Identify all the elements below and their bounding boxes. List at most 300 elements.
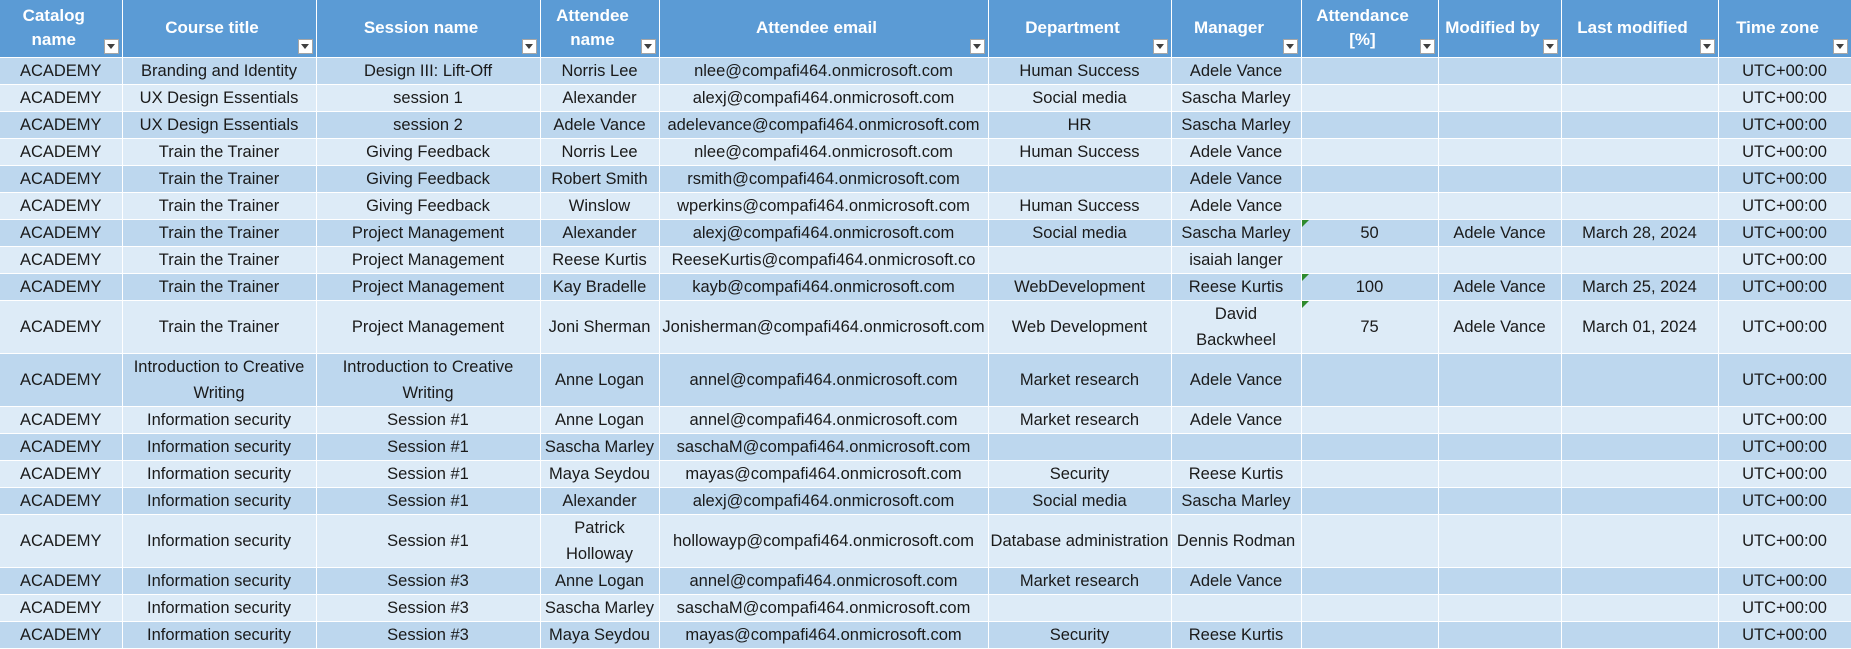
cell-time-zone-text: UTC+00:00 xyxy=(1742,62,1827,80)
cell-catalog-name[interactable] xyxy=(0,461,122,488)
cell-session-name[interactable] xyxy=(316,301,540,354)
cell-course-title[interactable] xyxy=(122,112,316,139)
cell-attendee-email[interactable] xyxy=(659,247,988,274)
cell-time-zone[interactable] xyxy=(1718,58,1851,85)
cell-catalog-name-text: ACADEMY xyxy=(19,626,102,644)
cell-course-title-text: Train the Trainer xyxy=(158,278,280,296)
cell-attendee-email[interactable] xyxy=(659,58,988,85)
cell-department-text: Security xyxy=(1049,465,1110,483)
cell-course-title[interactable] xyxy=(122,247,316,274)
cell-department[interactable] xyxy=(988,407,1171,434)
cell-last-modified[interactable] xyxy=(1561,301,1718,354)
cell-course-title[interactable] xyxy=(122,488,316,515)
table-row xyxy=(0,568,1851,595)
cell-manager-text: Adele Vance xyxy=(1189,62,1283,80)
cell-manager[interactable] xyxy=(1171,274,1301,301)
cell-session-name-text: Session #1 xyxy=(387,492,469,510)
cell-department[interactable] xyxy=(988,595,1171,622)
cell-course-title[interactable] xyxy=(122,515,316,568)
cell-course-title-text: Information security xyxy=(147,465,291,483)
cell-session-name[interactable] xyxy=(316,193,540,220)
cell-course-title-text: Train the Trainer xyxy=(158,197,280,215)
cell-modified-by[interactable] xyxy=(1438,274,1561,301)
cell-attendee-email[interactable] xyxy=(659,515,988,568)
cell-attendee-email[interactable] xyxy=(659,568,988,595)
cell-time-zone[interactable] xyxy=(1718,568,1851,595)
cell-attendee-name[interactable] xyxy=(540,112,659,139)
cell-catalog-name-text: ACADEMY xyxy=(19,492,102,510)
cell-department[interactable] xyxy=(988,622,1171,649)
cell-department[interactable] xyxy=(988,461,1171,488)
filter-dropdown-icon[interactable] xyxy=(970,39,985,54)
comment-indicator-icon xyxy=(1302,220,1309,227)
cell-attendee-email[interactable] xyxy=(659,407,988,434)
cell-attendance[interactable] xyxy=(1301,139,1438,166)
cell-time-zone[interactable] xyxy=(1718,139,1851,166)
cell-last-modified[interactable] xyxy=(1561,407,1718,434)
cell-attendee-name[interactable] xyxy=(540,139,659,166)
cell-manager[interactable] xyxy=(1171,407,1301,434)
cell-session-name[interactable] xyxy=(316,434,540,461)
cell-catalog-name-text: ACADEMY xyxy=(19,170,102,188)
cell-last-modified[interactable] xyxy=(1561,595,1718,622)
cell-attendee-name-text: Norris Lee xyxy=(561,62,638,80)
cell-manager-text: Adele Vance xyxy=(1189,170,1283,188)
column-header-attendance[interactable] xyxy=(1301,0,1438,58)
cell-department[interactable] xyxy=(988,488,1171,515)
cell-attendance[interactable] xyxy=(1301,166,1438,193)
cell-manager[interactable] xyxy=(1171,595,1301,622)
cell-time-zone-text: UTC+00:00 xyxy=(1742,599,1827,617)
cell-manager[interactable] xyxy=(1171,139,1301,166)
cell-department-text: Human Success xyxy=(1019,197,1140,215)
cell-attendee-email[interactable] xyxy=(659,166,988,193)
cell-time-zone[interactable] xyxy=(1718,301,1851,354)
cell-session-name[interactable] xyxy=(316,220,540,247)
cell-manager-text: Sascha Marley xyxy=(1181,492,1291,510)
cell-catalog-name[interactable] xyxy=(0,166,122,193)
cell-last-modified[interactable] xyxy=(1561,112,1718,139)
cell-attendee-email-text: annel@compafi464.onmicrosoft.com xyxy=(689,371,958,389)
cell-time-zone-text: UTC+00:00 xyxy=(1742,143,1827,161)
cell-last-modified[interactable] xyxy=(1561,515,1718,568)
column-header-attendee-name[interactable] xyxy=(540,0,659,58)
cell-time-zone[interactable] xyxy=(1718,461,1851,488)
cell-manager[interactable] xyxy=(1171,247,1301,274)
cell-modified-by[interactable] xyxy=(1438,622,1561,649)
cell-attendee-email-text: annel@compafi464.onmicrosoft.com xyxy=(689,572,958,590)
cell-modified-by[interactable] xyxy=(1438,488,1561,515)
cell-time-zone-text: UTC+00:00 xyxy=(1742,224,1827,242)
cell-attendee-name-text: Adele Vance xyxy=(553,116,646,134)
cell-time-zone-text: UTC+00:00 xyxy=(1742,411,1827,429)
filter-dropdown-icon[interactable] xyxy=(104,39,119,54)
cell-modified-by[interactable] xyxy=(1438,85,1561,112)
cell-manager[interactable] xyxy=(1171,622,1301,649)
cell-last-modified[interactable] xyxy=(1561,58,1718,85)
cell-modified-by[interactable] xyxy=(1438,434,1561,461)
cell-manager[interactable] xyxy=(1171,301,1301,354)
cell-manager[interactable] xyxy=(1171,515,1301,568)
cell-time-zone[interactable] xyxy=(1718,274,1851,301)
cell-last-modified[interactable] xyxy=(1561,354,1718,407)
cell-attendee-name[interactable] xyxy=(540,461,659,488)
column-header-department[interactable] xyxy=(988,0,1171,58)
column-header-catalog-name[interactable] xyxy=(0,0,122,58)
cell-catalog-name[interactable] xyxy=(0,488,122,515)
cell-session-name-text: Session #3 xyxy=(387,599,469,617)
filter-dropdown-icon[interactable] xyxy=(1543,39,1558,54)
cell-session-name[interactable] xyxy=(316,568,540,595)
cell-catalog-name[interactable] xyxy=(0,247,122,274)
cell-course-title[interactable] xyxy=(122,354,316,407)
cell-session-name[interactable] xyxy=(316,247,540,274)
cell-catalog-name[interactable] xyxy=(0,85,122,112)
cell-course-title[interactable] xyxy=(122,85,316,112)
cell-catalog-name-text: ACADEMY xyxy=(19,62,102,80)
cell-time-zone[interactable] xyxy=(1718,166,1851,193)
cell-attendee-name[interactable] xyxy=(540,595,659,622)
cell-session-name[interactable] xyxy=(316,166,540,193)
cell-modified-by[interactable] xyxy=(1438,139,1561,166)
filter-dropdown-icon[interactable] xyxy=(522,39,537,54)
cell-department[interactable] xyxy=(988,568,1171,595)
column-header-modified-by[interactable] xyxy=(1438,0,1561,58)
cell-course-title-text: Introduction to Creative Writing xyxy=(133,358,305,402)
cell-last-modified[interactable] xyxy=(1561,193,1718,220)
column-header-course-title[interactable] xyxy=(122,0,316,58)
cell-attendance[interactable] xyxy=(1301,193,1438,220)
table-row xyxy=(0,166,1851,193)
cell-department[interactable] xyxy=(988,58,1171,85)
cell-course-title-text: Branding and Identity xyxy=(141,62,297,80)
cell-attendance[interactable] xyxy=(1301,515,1438,568)
cell-manager[interactable] xyxy=(1171,58,1301,85)
cell-attendee-name[interactable] xyxy=(540,622,659,649)
cell-attendance[interactable] xyxy=(1301,220,1438,247)
cell-catalog-name[interactable] xyxy=(0,434,122,461)
cell-catalog-name-text: ACADEMY xyxy=(19,438,102,456)
cell-attendance[interactable] xyxy=(1301,407,1438,434)
cell-attendee-name[interactable] xyxy=(540,301,659,354)
cell-department[interactable] xyxy=(988,434,1171,461)
cell-attendee-name[interactable] xyxy=(540,193,659,220)
cell-attendee-name[interactable] xyxy=(540,568,659,595)
cell-time-zone[interactable] xyxy=(1718,193,1851,220)
cell-department[interactable] xyxy=(988,112,1171,139)
cell-manager[interactable] xyxy=(1171,166,1301,193)
cell-department[interactable] xyxy=(988,85,1171,112)
filter-dropdown-icon[interactable] xyxy=(298,39,313,54)
cell-modified-by[interactable] xyxy=(1438,220,1561,247)
cell-manager[interactable] xyxy=(1171,354,1301,407)
column-header-label: Catalog name xyxy=(22,5,85,49)
cell-manager[interactable] xyxy=(1171,488,1301,515)
cell-department[interactable] xyxy=(988,166,1171,193)
cell-attendance[interactable] xyxy=(1301,58,1438,85)
cell-catalog-name[interactable] xyxy=(0,220,122,247)
filter-dropdown-icon[interactable] xyxy=(1153,39,1168,54)
cell-session-name-text: Session #1 xyxy=(387,532,469,550)
cell-department-text: Market research xyxy=(1019,411,1140,429)
cell-attendance[interactable] xyxy=(1301,434,1438,461)
cell-attendee-name-text: Robert Smith xyxy=(551,170,648,188)
cell-time-zone[interactable] xyxy=(1718,354,1851,407)
cell-department-text: Market research xyxy=(1019,572,1140,590)
cell-course-title[interactable] xyxy=(122,622,316,649)
filter-dropdown-icon[interactable] xyxy=(1700,39,1715,54)
cell-last-modified[interactable] xyxy=(1561,274,1718,301)
cell-time-zone[interactable] xyxy=(1718,434,1851,461)
cell-manager[interactable] xyxy=(1171,112,1301,139)
cell-course-title[interactable] xyxy=(122,595,316,622)
cell-attendee-name-text: Norris Lee xyxy=(561,143,638,161)
cell-course-title-text: Information security xyxy=(147,626,291,644)
filter-dropdown-icon[interactable] xyxy=(1833,39,1848,54)
table-row xyxy=(0,595,1851,622)
cell-attendee-email[interactable] xyxy=(659,85,988,112)
column-header-time-zone[interactable] xyxy=(1718,0,1851,58)
cell-course-title-text: Information security xyxy=(147,438,291,456)
cell-manager[interactable] xyxy=(1171,461,1301,488)
comment-indicator-icon xyxy=(1302,301,1309,308)
cell-modified-by[interactable] xyxy=(1438,58,1561,85)
cell-catalog-name-text: ACADEMY xyxy=(19,465,102,483)
cell-course-title[interactable] xyxy=(122,58,316,85)
cell-attendee-email[interactable] xyxy=(659,139,988,166)
cell-course-title[interactable] xyxy=(122,166,316,193)
cell-last-modified[interactable] xyxy=(1561,622,1718,649)
cell-attendee-email[interactable] xyxy=(659,274,988,301)
cell-time-zone[interactable] xyxy=(1718,85,1851,112)
column-header-label: Session name xyxy=(363,17,479,37)
cell-session-name[interactable] xyxy=(316,515,540,568)
cell-time-zone[interactable] xyxy=(1718,407,1851,434)
cell-department-text: Market research xyxy=(1019,371,1140,389)
cell-modified-by[interactable] xyxy=(1438,568,1561,595)
cell-attendance[interactable] xyxy=(1301,461,1438,488)
cell-attendee-email[interactable] xyxy=(659,220,988,247)
cell-attendance[interactable] xyxy=(1301,112,1438,139)
cell-last-modified[interactable] xyxy=(1561,139,1718,166)
cell-department[interactable] xyxy=(988,515,1171,568)
cell-attendance[interactable] xyxy=(1301,622,1438,649)
cell-catalog-name[interactable] xyxy=(0,274,122,301)
cell-attendee-email[interactable] xyxy=(659,193,988,220)
cell-attendee-email[interactable] xyxy=(659,622,988,649)
cell-time-zone[interactable] xyxy=(1718,112,1851,139)
cell-attendee-email[interactable] xyxy=(659,112,988,139)
cell-session-name[interactable] xyxy=(316,58,540,85)
cell-modified-by[interactable] xyxy=(1438,301,1561,354)
cell-attendance[interactable] xyxy=(1301,488,1438,515)
cell-catalog-name[interactable] xyxy=(0,112,122,139)
cell-attendee-email[interactable] xyxy=(659,301,988,354)
cell-attendee-email[interactable] xyxy=(659,595,988,622)
cell-catalog-name-text: ACADEMY xyxy=(19,197,102,215)
cell-course-title[interactable] xyxy=(122,193,316,220)
cell-course-title-text: UX Design Essentials xyxy=(139,89,299,107)
cell-catalog-name[interactable] xyxy=(0,622,122,649)
cell-course-title[interactable] xyxy=(122,274,316,301)
cell-last-modified[interactable] xyxy=(1561,220,1718,247)
cell-manager-text: Sascha Marley xyxy=(1181,116,1291,134)
cell-modified-by[interactable] xyxy=(1438,112,1561,139)
cell-attendee-email[interactable] xyxy=(659,461,988,488)
filter-dropdown-icon[interactable] xyxy=(1283,39,1298,54)
cell-attendance[interactable] xyxy=(1301,354,1438,407)
cell-manager[interactable] xyxy=(1171,220,1301,247)
cell-last-modified[interactable] xyxy=(1561,461,1718,488)
cell-course-title[interactable] xyxy=(122,139,316,166)
cell-modified-by[interactable] xyxy=(1438,407,1561,434)
cell-last-modified[interactable] xyxy=(1561,488,1718,515)
cell-catalog-name[interactable] xyxy=(0,515,122,568)
table-row xyxy=(0,354,1851,407)
cell-time-zone[interactable] xyxy=(1718,595,1851,622)
cell-catalog-name[interactable] xyxy=(0,595,122,622)
cell-attendance[interactable] xyxy=(1301,85,1438,112)
filter-dropdown-icon[interactable] xyxy=(641,39,656,54)
cell-course-title-text: Train the Trainer xyxy=(158,143,280,161)
cell-catalog-name[interactable] xyxy=(0,301,122,354)
cell-last-modified[interactable] xyxy=(1561,434,1718,461)
cell-catalog-name[interactable] xyxy=(0,58,122,85)
cell-attendee-email[interactable] xyxy=(659,434,988,461)
cell-department[interactable] xyxy=(988,274,1171,301)
cell-modified-by[interactable] xyxy=(1438,166,1561,193)
cell-course-title-text: Information security xyxy=(147,411,291,429)
table-row xyxy=(0,58,1851,85)
cell-attendee-name-text: Winslow xyxy=(568,197,631,215)
cell-session-name[interactable] xyxy=(316,274,540,301)
column-header-session-name[interactable] xyxy=(316,0,540,58)
cell-attendee-name[interactable] xyxy=(540,354,659,407)
table-row xyxy=(0,247,1851,274)
cell-modified-by[interactable] xyxy=(1438,595,1561,622)
cell-manager-text: Reese Kurtis xyxy=(1188,465,1284,483)
cell-attendee-name[interactable] xyxy=(540,515,659,568)
cell-session-name[interactable] xyxy=(316,461,540,488)
cell-catalog-name-text: ACADEMY xyxy=(19,411,102,429)
cell-attendee-name[interactable] xyxy=(540,220,659,247)
cell-last-modified[interactable] xyxy=(1561,568,1718,595)
cell-session-name-text: Session #1 xyxy=(387,411,469,429)
cell-catalog-name[interactable] xyxy=(0,407,122,434)
cell-catalog-name[interactable] xyxy=(0,193,122,220)
cell-course-title[interactable] xyxy=(122,220,316,247)
cell-session-name[interactable] xyxy=(316,139,540,166)
cell-attendee-email[interactable] xyxy=(659,488,988,515)
cell-attendee-email-text: annel@compafi464.onmicrosoft.com xyxy=(689,411,958,429)
column-header-last-modified[interactable] xyxy=(1561,0,1718,58)
cell-attendance-text: 75 xyxy=(1360,318,1379,336)
cell-attendee-name[interactable] xyxy=(540,434,659,461)
cell-catalog-name[interactable] xyxy=(0,568,122,595)
cell-attendee-email-text: Jonisherman@compafi464.onmicrosoft.com xyxy=(662,318,985,336)
cell-attendance[interactable] xyxy=(1301,274,1438,301)
cell-attendee-email-text: mayas@compafi464.onmicrosoft.com xyxy=(685,626,962,644)
cell-catalog-name-text: ACADEMY xyxy=(19,371,102,389)
cell-last-modified[interactable] xyxy=(1561,247,1718,274)
cell-attendee-name[interactable] xyxy=(540,274,659,301)
cell-attendee-name[interactable] xyxy=(540,85,659,112)
cell-course-title[interactable] xyxy=(122,461,316,488)
cell-manager[interactable] xyxy=(1171,193,1301,220)
cell-time-zone[interactable] xyxy=(1718,515,1851,568)
cell-catalog-name-text: ACADEMY xyxy=(19,224,102,242)
table-row xyxy=(0,274,1851,301)
cell-department[interactable] xyxy=(988,247,1171,274)
cell-department[interactable] xyxy=(988,354,1171,407)
cell-last-modified[interactable] xyxy=(1561,85,1718,112)
cell-department[interactable] xyxy=(988,139,1171,166)
cell-attendee-email-text: saschaM@compafi464.onmicrosoft.com xyxy=(676,599,971,617)
cell-session-name[interactable] xyxy=(316,407,540,434)
cell-attendance[interactable] xyxy=(1301,595,1438,622)
cell-manager[interactable] xyxy=(1171,568,1301,595)
cell-session-name[interactable] xyxy=(316,488,540,515)
cell-department[interactable] xyxy=(988,301,1171,354)
cell-time-zone[interactable] xyxy=(1718,622,1851,649)
cell-catalog-name[interactable] xyxy=(0,139,122,166)
cell-catalog-name[interactable] xyxy=(0,354,122,407)
cell-modified-by[interactable] xyxy=(1438,247,1561,274)
cell-last-modified[interactable] xyxy=(1561,166,1718,193)
cell-attendee-email[interactable] xyxy=(659,354,988,407)
cell-session-name[interactable] xyxy=(316,112,540,139)
cell-attendee-name[interactable] xyxy=(540,58,659,85)
cell-session-name[interactable] xyxy=(316,595,540,622)
cell-manager[interactable] xyxy=(1171,85,1301,112)
cell-attendee-name-text: Alexander xyxy=(562,492,637,510)
cell-session-name-text: Session #3 xyxy=(387,626,469,644)
cell-course-title[interactable] xyxy=(122,568,316,595)
cell-modified-by[interactable] xyxy=(1438,193,1561,220)
cell-course-title[interactable] xyxy=(122,407,316,434)
cell-modified-by[interactable] xyxy=(1438,461,1561,488)
cell-session-name[interactable] xyxy=(316,622,540,649)
cell-time-zone[interactable] xyxy=(1718,220,1851,247)
column-header-attendee-email[interactable] xyxy=(659,0,988,58)
cell-course-title[interactable] xyxy=(122,301,316,354)
cell-manager-text: Reese Kurtis xyxy=(1188,626,1284,644)
column-header-manager[interactable] xyxy=(1171,0,1301,58)
cell-department[interactable] xyxy=(988,193,1171,220)
cell-attendee-name-text: Kay Bradelle xyxy=(552,278,647,296)
cell-session-name[interactable] xyxy=(316,354,540,407)
cell-time-zone[interactable] xyxy=(1718,488,1851,515)
cell-time-zone-text: UTC+00:00 xyxy=(1742,251,1827,269)
cell-modified-by[interactable] xyxy=(1438,515,1561,568)
cell-attendee-name[interactable] xyxy=(540,166,659,193)
cell-attendance[interactable] xyxy=(1301,568,1438,595)
cell-modified-by[interactable] xyxy=(1438,354,1561,407)
cell-session-name[interactable] xyxy=(316,85,540,112)
cell-course-title[interactable] xyxy=(122,434,316,461)
cell-modified-by-text: Adele Vance xyxy=(1453,278,1546,296)
filter-dropdown-icon[interactable] xyxy=(1420,39,1435,54)
cell-department[interactable] xyxy=(988,220,1171,247)
cell-manager[interactable] xyxy=(1171,434,1301,461)
cell-attendance[interactable] xyxy=(1301,301,1438,354)
cell-attendee-name[interactable] xyxy=(540,407,659,434)
cell-attendance[interactable] xyxy=(1301,247,1438,274)
cell-attendee-name[interactable] xyxy=(540,488,659,515)
cell-department-text: Web Development xyxy=(1011,318,1148,336)
cell-attendee-name[interactable] xyxy=(540,247,659,274)
cell-time-zone[interactable] xyxy=(1718,247,1851,274)
